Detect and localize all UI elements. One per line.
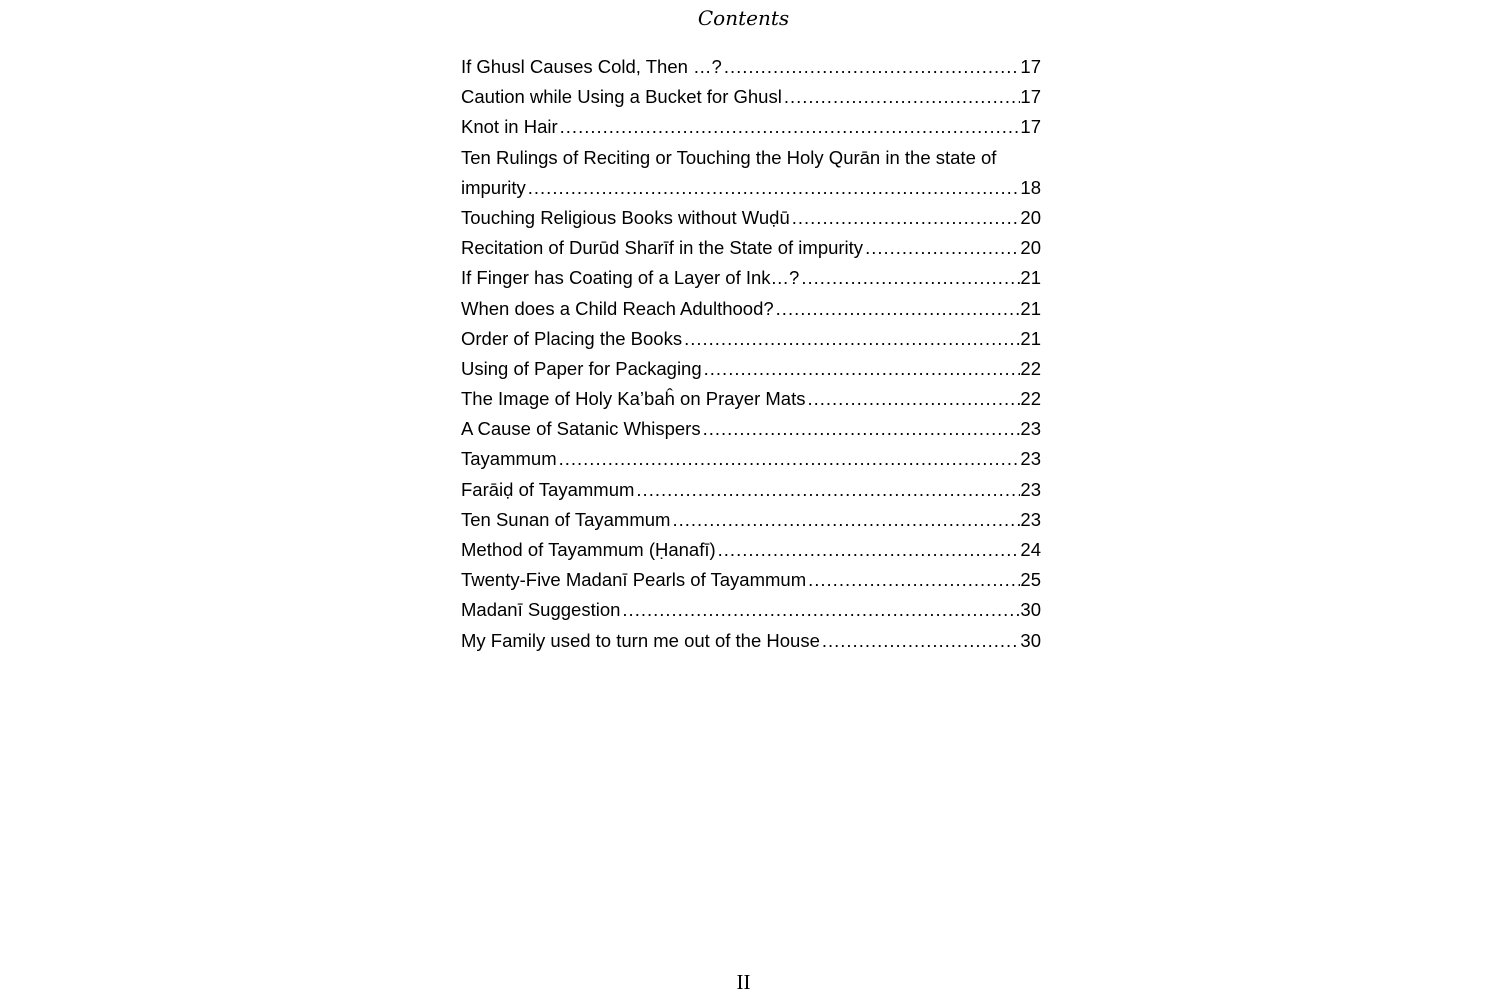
toc-entry-title: Recitation of Durūd Sharīf in the State of impurity <box>461 237 864 259</box>
toc-entry-page: 24 <box>1020 539 1041 560</box>
dot-leader <box>782 82 1021 112</box>
table-of-contents <box>461 52 1041 656</box>
toc-entry-page: 17 <box>1020 116 1041 138</box>
toc-entry-page: 22 <box>1020 357 1041 379</box>
toc-entry[interactable] <box>461 565 1041 595</box>
dot-leader <box>557 444 1021 474</box>
dot-leader <box>820 626 1021 656</box>
toc-entry[interactable] <box>461 233 1041 263</box>
toc-entry-page: 22 <box>1020 388 1041 410</box>
toc-entry-page: 21 <box>1020 327 1041 349</box>
toc-entry-page: 20 <box>1020 237 1041 259</box>
toc-entry-page: 30 <box>1020 629 1041 651</box>
toc-entry[interactable] <box>461 112 1041 142</box>
dot-leader <box>682 324 1020 354</box>
dot-leader <box>799 263 1020 293</box>
dot-leader <box>863 233 1020 263</box>
dot-leader <box>805 384 1020 414</box>
dot-leader <box>620 595 1020 625</box>
toc-entry-title: If Finger has Coating of a Layer of Ink…? <box>461 267 800 289</box>
toc-entry-page: 23 <box>1020 418 1041 440</box>
toc-entry-title: Ten Rulings of Reciting or Touching the Holy Qurān in the state of <box>461 146 997 168</box>
toc-entry[interactable] <box>461 626 1041 656</box>
toc-entry-page: 17 <box>1020 56 1041 77</box>
dot-leader <box>806 565 1020 595</box>
dot-leader <box>526 173 1021 203</box>
toc-entry-title: Tayammum <box>461 448 557 470</box>
dot-leader <box>716 535 1021 565</box>
toc-entry-title: Ten Sunan of Tayammum <box>461 508 671 530</box>
dot-leader <box>558 112 1021 142</box>
toc-entry-page: 21 <box>1020 297 1041 319</box>
toc-entry[interactable] <box>461 324 1041 354</box>
toc-entry-title: Caution while Using a Bucket for Ghusl <box>461 86 782 108</box>
toc-entry-page: 23 <box>1020 478 1041 500</box>
toc-entry-page: 23 <box>1020 448 1041 470</box>
toc-entry-page: 30 <box>1020 599 1041 621</box>
toc-entry[interactable] <box>461 384 1041 414</box>
dot-leader <box>790 203 1021 233</box>
toc-entry[interactable] <box>461 203 1041 233</box>
toc-entry[interactable] <box>461 52 1041 82</box>
toc-entry[interactable] <box>461 294 1041 324</box>
dot-leader <box>702 354 1021 384</box>
toc-entry-page: 17 <box>1020 86 1041 108</box>
toc-entry-title: Madanī Suggestion <box>461 599 621 621</box>
toc-entry-title: Twenty-Five Madanī Pearls of Tayammum <box>461 569 807 591</box>
toc-entry-title: Using of Paper for Packaging <box>461 357 702 379</box>
toc-entry-title: A Cause of Satanic Whispers <box>461 418 701 440</box>
toc-entry[interactable] <box>461 505 1041 535</box>
toc-entry-line <box>461 143 1041 173</box>
toc-entry-title: The Image of Holy Ka’baĥ on Prayer Mats <box>461 388 806 410</box>
toc-entry[interactable] <box>461 82 1041 112</box>
toc-entry-title: My Family used to turn me out of the House <box>461 629 820 651</box>
toc-entry[interactable] <box>461 263 1041 293</box>
dot-leader <box>774 294 1021 324</box>
toc-entry[interactable] <box>461 595 1041 625</box>
toc-entry-page: 20 <box>1020 206 1041 228</box>
page-number: II <box>736 970 751 994</box>
toc-entry-title: impurity <box>461 176 526 198</box>
dot-leader <box>701 414 1021 444</box>
toc-entry[interactable] <box>461 173 1041 203</box>
toc-entry-title: If Ghusl Causes Cold, Then …? <box>461 56 722 77</box>
toc-entry[interactable] <box>461 444 1041 474</box>
toc-entry-title: Touching Religious Books without Wuḍū <box>461 206 790 228</box>
toc-entry[interactable] <box>461 354 1041 384</box>
toc-entry-title: When does a Child Reach Adulthood? <box>461 297 774 319</box>
toc-entry-page: 21 <box>1020 267 1041 289</box>
toc-entry-title: Farāiḍ of Tayammum <box>461 478 635 500</box>
toc-entry[interactable] <box>461 535 1041 565</box>
toc-entry-page: 18 <box>1020 176 1041 198</box>
dot-leader <box>634 475 1020 505</box>
toc-entry[interactable] <box>461 414 1041 444</box>
toc-entry-title: Method of Tayammum (Ḥanafī) <box>461 539 716 560</box>
toc-entry-title: Order of Placing the Books <box>461 327 683 349</box>
toc-entry-title: Knot in Hair <box>461 116 558 138</box>
page-title: Contents <box>697 6 790 30</box>
toc-entry-page: 23 <box>1020 508 1041 530</box>
toc-entry-page: 25 <box>1020 569 1041 591</box>
dot-leader <box>670 505 1020 535</box>
toc-entry[interactable] <box>461 475 1041 505</box>
dot-leader <box>722 52 1021 82</box>
